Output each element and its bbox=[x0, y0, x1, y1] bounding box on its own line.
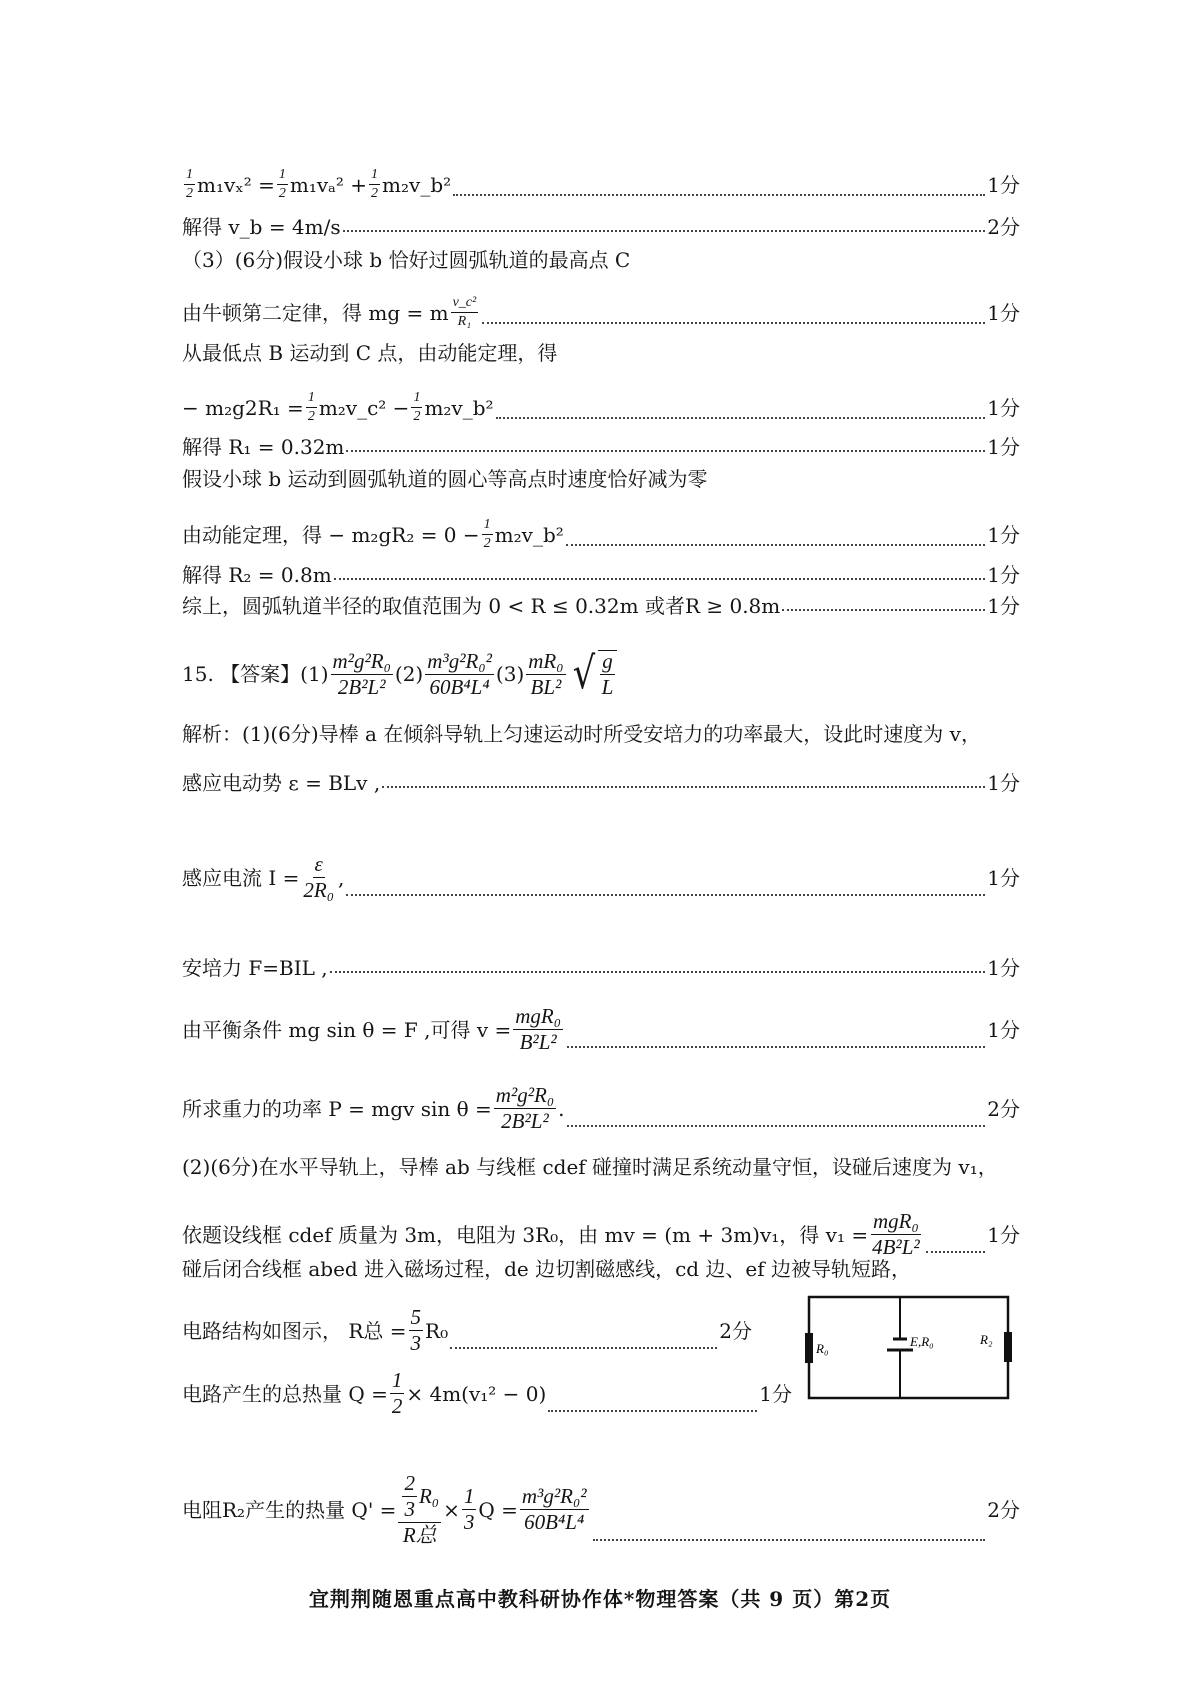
score-label: 1分 bbox=[759, 1381, 792, 1406]
answer-line bbox=[182, 773, 1020, 793]
fraction-denominator bbox=[369, 185, 380, 201]
answer-line bbox=[182, 391, 1020, 424]
text-run: mR₀ bbox=[528, 648, 564, 673]
text-run: 1 bbox=[413, 390, 421, 405]
fraction-denominator bbox=[456, 313, 473, 329]
text-run: 2B²L² bbox=[337, 674, 386, 699]
text-run: 解得 R₂ = 0.8m bbox=[182, 563, 332, 587]
text-run: 2 bbox=[391, 1394, 403, 1418]
text-run: 5 bbox=[410, 1305, 422, 1329]
fraction-numerator bbox=[369, 168, 380, 185]
text-run: m²g²R₀ bbox=[495, 1083, 555, 1107]
text-run: m₁vₐ² + bbox=[289, 172, 368, 197]
score-label: 2分 bbox=[719, 1318, 752, 1343]
line-content bbox=[182, 217, 341, 237]
fraction bbox=[277, 168, 288, 201]
text-run: mgR₀ bbox=[515, 1004, 562, 1028]
fraction bbox=[462, 1486, 477, 1533]
fraction-numerator bbox=[462, 1486, 477, 1510]
text-run: 2 bbox=[404, 1471, 415, 1495]
fraction bbox=[409, 1307, 424, 1354]
answer-line bbox=[182, 1307, 752, 1354]
answer-line bbox=[182, 1370, 792, 1417]
answer-line bbox=[182, 437, 1020, 457]
text-run: v_c² bbox=[452, 295, 477, 310]
answer-line bbox=[182, 565, 1020, 585]
score-label: 1分 bbox=[987, 771, 1020, 795]
answer-line bbox=[182, 469, 1020, 489]
answer-line bbox=[182, 1211, 1020, 1258]
text-run: 1 bbox=[186, 167, 193, 182]
dot-leader bbox=[343, 230, 986, 232]
score-label: 1分 bbox=[987, 563, 1020, 587]
text-run: 安培力 F=BIL , bbox=[182, 956, 328, 980]
answer-line bbox=[182, 1473, 1020, 1546]
line-content bbox=[182, 1259, 911, 1279]
text-run: 综上，圆弧轨道半径的取值范围为 0 < R ≤ 0.32m 或者R ≥ 0.8m bbox=[182, 594, 781, 618]
line-content bbox=[182, 168, 451, 201]
fraction-denominator bbox=[409, 1331, 424, 1354]
score-label: 1分 bbox=[987, 1017, 1020, 1042]
fraction bbox=[331, 648, 393, 699]
line-content bbox=[182, 773, 380, 793]
fraction-denominator bbox=[402, 1497, 417, 1520]
score-label: 1分 bbox=[987, 594, 1020, 618]
dot-leader bbox=[334, 578, 986, 580]
answer-line bbox=[182, 958, 1020, 978]
fraction-denominator bbox=[411, 408, 422, 424]
score-label: 1分 bbox=[987, 956, 1020, 980]
line-content bbox=[182, 958, 328, 978]
answer-line bbox=[182, 596, 1020, 616]
line-content bbox=[182, 343, 557, 363]
fraction-denominator bbox=[522, 1510, 586, 1533]
score-label: 1分 bbox=[987, 172, 1020, 197]
text-run: 2 bbox=[307, 409, 315, 424]
score-label: 1分 bbox=[987, 395, 1020, 420]
line-content bbox=[182, 1085, 565, 1132]
text-run: m³g²R₀² bbox=[427, 648, 492, 673]
dot-leader bbox=[548, 1410, 757, 1412]
fraction-denominator bbox=[401, 1523, 439, 1546]
fraction bbox=[520, 1486, 589, 1533]
fraction bbox=[390, 1370, 405, 1417]
answer-line bbox=[182, 1157, 1020, 1177]
fraction-numerator bbox=[398, 1473, 441, 1523]
text-run: (2) bbox=[394, 662, 424, 686]
dot-leader bbox=[567, 1046, 985, 1048]
fraction-denominator bbox=[277, 185, 288, 201]
text-run: m²g²R₀ bbox=[332, 648, 391, 673]
line-content bbox=[182, 1473, 591, 1546]
fraction-denominator bbox=[462, 1510, 477, 1533]
answer-line bbox=[182, 1006, 1020, 1053]
text-run: 60B⁴L⁴ bbox=[429, 674, 490, 699]
circuit-frame bbox=[809, 1297, 1008, 1398]
resistor-r0 bbox=[805, 1333, 813, 1363]
answer-line bbox=[182, 296, 1020, 329]
text-run: R₀ bbox=[418, 1484, 440, 1508]
dot-leader bbox=[496, 417, 986, 419]
fraction-denominator bbox=[870, 1235, 922, 1258]
answer-line bbox=[182, 854, 1020, 901]
text-run: 2 bbox=[371, 186, 379, 201]
fraction bbox=[425, 648, 494, 699]
fraction-numerator bbox=[494, 1085, 556, 1109]
resistor-r2 bbox=[1004, 1332, 1012, 1362]
text-run: × 4m(v₁² − 0) bbox=[406, 1381, 547, 1406]
fraction bbox=[451, 296, 479, 329]
text-run: 所求重力的功率 P = mgv sin θ = bbox=[182, 1096, 492, 1121]
dot-leader bbox=[453, 194, 985, 196]
label-r2: R₂ bbox=[980, 1332, 993, 1347]
dot-leader bbox=[382, 786, 985, 788]
text-run: BL² bbox=[530, 674, 562, 699]
text-run: 1 bbox=[483, 517, 491, 532]
text-run: 2 bbox=[186, 186, 193, 201]
line-content bbox=[182, 854, 344, 901]
line-content bbox=[182, 1370, 546, 1417]
score-label: 1分 bbox=[987, 522, 1020, 547]
fraction-numerator bbox=[277, 168, 288, 185]
fraction-denominator bbox=[184, 185, 195, 201]
line-content bbox=[182, 1006, 565, 1053]
text-run: 4B²L² bbox=[872, 1235, 920, 1259]
fraction-denominator bbox=[336, 675, 388, 698]
text-run: R总 bbox=[402, 1523, 437, 1547]
text-run: m₂v_b² bbox=[424, 395, 494, 420]
line-content bbox=[182, 596, 780, 616]
text-run: × bbox=[443, 1497, 460, 1522]
text-run: 3 bbox=[410, 1331, 422, 1355]
text-run: 感应电流 I = bbox=[182, 865, 300, 890]
line-content bbox=[182, 391, 494, 424]
text-run: m₂v_c² − bbox=[318, 395, 410, 420]
text-run: 解得 R₁ = 0.32m bbox=[182, 435, 345, 459]
fraction-numerator bbox=[513, 1006, 563, 1030]
answer-line bbox=[182, 724, 1020, 744]
line-content bbox=[182, 469, 708, 489]
fraction-numerator bbox=[425, 648, 494, 675]
fraction-numerator bbox=[871, 1211, 921, 1235]
text-run: m₂v_b² bbox=[382, 172, 452, 197]
score-label: 1分 bbox=[987, 300, 1020, 325]
fraction bbox=[494, 1085, 556, 1132]
fraction-denominator bbox=[428, 675, 492, 698]
text-run: 假设小球 b 运动到圆弧轨道的圆心等高点时速度恰好减为零 bbox=[182, 467, 708, 491]
text-run: m₁vₓ² = bbox=[197, 172, 275, 197]
fraction bbox=[600, 651, 616, 698]
label-source: E,R₀ bbox=[910, 1334, 934, 1349]
fraction bbox=[526, 648, 565, 699]
text-run: 解得 v_b = 4m/s bbox=[182, 215, 341, 239]
score-label: 1分 bbox=[987, 1222, 1020, 1247]
fraction bbox=[482, 518, 493, 551]
text-run: R₁ bbox=[457, 314, 472, 329]
fraction bbox=[398, 1473, 441, 1546]
text-run: 1 bbox=[391, 1368, 403, 1392]
text-run: g bbox=[602, 649, 613, 673]
line-content bbox=[182, 296, 480, 329]
line-content bbox=[182, 650, 617, 698]
dot-leader bbox=[330, 971, 986, 973]
text-run: mgR₀ bbox=[873, 1209, 919, 1233]
fraction bbox=[411, 391, 422, 424]
text-run: ε bbox=[314, 852, 323, 876]
text-run: 15. 【答案】(1) bbox=[182, 662, 329, 686]
fraction bbox=[306, 391, 317, 424]
text-run: 从最低点 B 运动到 C 点，由动能定理，得 bbox=[182, 341, 558, 365]
text-run: 2 bbox=[278, 186, 286, 201]
text-run: （3）(6分)假设小球 b 恰好过圆弧轨道的最高点 C bbox=[182, 248, 631, 272]
text-run: (3) bbox=[495, 662, 525, 686]
text-run: . bbox=[558, 1096, 565, 1121]
text-run: Q = bbox=[478, 1497, 518, 1522]
score-label: 2分 bbox=[987, 1096, 1020, 1121]
fraction-numerator bbox=[313, 854, 325, 878]
answer-line bbox=[182, 1259, 1020, 1279]
fraction-denominator bbox=[306, 408, 317, 424]
dot-leader bbox=[926, 1251, 986, 1253]
score-label: 1分 bbox=[987, 865, 1020, 890]
fraction-numerator bbox=[411, 391, 422, 408]
radicand bbox=[598, 650, 618, 698]
fraction bbox=[870, 1211, 922, 1258]
text-run: 2R₀ bbox=[303, 878, 335, 902]
text-run: 2 bbox=[413, 409, 421, 424]
answer-line bbox=[182, 217, 1020, 237]
dot-leader bbox=[450, 1347, 717, 1349]
fraction-numerator bbox=[390, 1370, 405, 1394]
dot-leader bbox=[593, 1539, 986, 1541]
text-run: 3 bbox=[404, 1497, 415, 1521]
text-run: L bbox=[601, 675, 614, 699]
text-run: 2B²L² bbox=[501, 1109, 549, 1133]
text-run: m³g²R₀² bbox=[521, 1484, 587, 1508]
fraction-denominator bbox=[482, 535, 493, 551]
fraction-denominator bbox=[301, 878, 336, 901]
text-run: 电路结构如图示， R总 = bbox=[182, 1318, 407, 1343]
text-run: m₂v_b² bbox=[494, 522, 564, 547]
text-run: 1 bbox=[371, 167, 379, 182]
fraction-numerator bbox=[402, 1473, 417, 1497]
radical-sign: √ bbox=[572, 648, 595, 699]
text-run: 电路产生的总热量 Q = bbox=[182, 1381, 388, 1406]
fraction bbox=[369, 168, 380, 201]
line-content bbox=[182, 518, 564, 551]
text-run: 依题设线框 cdef 质量为 3m，电阻为 3R₀，由 mv = (m + 3m)v₁，得 v₁ = bbox=[182, 1222, 869, 1247]
fraction-numerator bbox=[184, 168, 195, 185]
answer-line bbox=[182, 1085, 1020, 1132]
fraction-numerator bbox=[451, 296, 479, 313]
fraction-denominator bbox=[529, 675, 564, 698]
text-run: 3 bbox=[463, 1510, 475, 1534]
text-run: 电阻R₂产生的热量 Q' = bbox=[182, 1497, 397, 1522]
fraction-denominator bbox=[600, 675, 616, 698]
dot-leader bbox=[567, 1125, 986, 1127]
fraction-numerator bbox=[331, 648, 393, 675]
fraction bbox=[301, 854, 336, 901]
score-label: 1分 bbox=[987, 435, 1020, 459]
line-content bbox=[182, 724, 981, 744]
dot-leader bbox=[346, 894, 985, 896]
text-run: 1 bbox=[307, 390, 315, 405]
text-run: R₀ bbox=[425, 1318, 449, 1343]
line-content bbox=[182, 1307, 448, 1354]
text-run: 由平衡条件 mg sin θ = F ,可得 v = bbox=[182, 1017, 512, 1042]
text-run: (2)(6分)在水平导轨上，导棒 ab 与线框 cdef 碰撞时满足系统动量守恒，设碰后速度为 v₁， bbox=[182, 1155, 998, 1179]
label-r0: R₀ bbox=[816, 1341, 829, 1356]
line-content bbox=[182, 565, 332, 585]
fraction bbox=[184, 168, 195, 201]
text-run: − m₂g2R₁ = bbox=[182, 395, 304, 420]
fraction-numerator bbox=[409, 1307, 424, 1331]
answer-line bbox=[182, 250, 1020, 270]
text-run: 2 bbox=[483, 536, 491, 551]
text-run: 由牛顿第二定律，得 mg = m bbox=[182, 300, 449, 325]
fraction-numerator bbox=[482, 518, 493, 535]
text-run: 1 bbox=[278, 167, 286, 182]
fraction-numerator bbox=[526, 648, 565, 675]
fraction-numerator bbox=[306, 391, 317, 408]
fraction-numerator bbox=[600, 651, 615, 675]
line-content bbox=[182, 1157, 998, 1177]
line-content bbox=[182, 437, 344, 457]
answer-line bbox=[182, 518, 1020, 551]
text-run: 碰后闭合线框 abed 进入磁场过程，de 边切割磁感线，cd 边、ef 边被导轨短路， bbox=[182, 1257, 912, 1281]
dot-leader bbox=[346, 450, 985, 452]
square-root bbox=[570, 650, 618, 698]
dot-leader bbox=[782, 609, 985, 611]
score-label: 2分 bbox=[987, 1497, 1020, 1522]
score-label: 2分 bbox=[987, 215, 1020, 239]
text-run: 1 bbox=[463, 1484, 475, 1508]
text-run: B²L² bbox=[519, 1030, 557, 1054]
circuit-diagram bbox=[800, 1290, 1020, 1410]
fraction-numerator bbox=[520, 1486, 589, 1510]
fraction bbox=[402, 1473, 417, 1520]
fraction bbox=[513, 1006, 563, 1053]
page-footer: 宜荆荆随恩重点高中教科研协作体*物理答案（共 9 页）第2页 bbox=[308, 1587, 892, 1611]
answer-line bbox=[182, 168, 1020, 201]
fraction-denominator bbox=[390, 1394, 405, 1417]
fraction-denominator bbox=[518, 1030, 559, 1053]
dot-leader bbox=[566, 544, 986, 546]
line-content bbox=[182, 250, 630, 270]
answer-line bbox=[182, 650, 1020, 698]
text-run: , bbox=[338, 865, 345, 890]
line-content bbox=[182, 1211, 924, 1258]
text-run: 解析：(1)(6分)导棒 a 在倾斜导轨上匀速运动时所受安培力的功率最大，设此时速度为 v， bbox=[182, 722, 981, 746]
text-run: 由动能定理，得 − m₂gR₂ = 0 − bbox=[182, 522, 480, 547]
answer-line bbox=[182, 343, 1020, 363]
text-run: 感应电动势 ε = BLv , bbox=[182, 771, 381, 795]
dot-leader bbox=[482, 322, 985, 324]
fraction-denominator bbox=[499, 1109, 551, 1132]
text-run: 60B⁴L⁴ bbox=[524, 1510, 585, 1534]
